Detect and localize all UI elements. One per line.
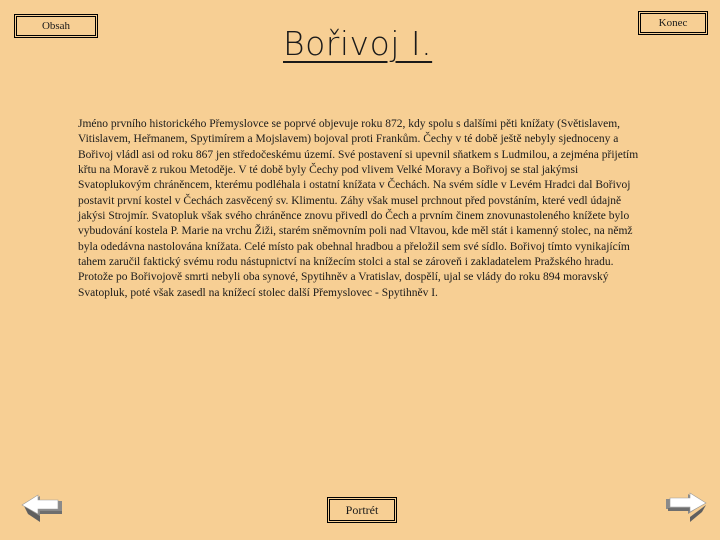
contents-button-label: Obsah	[41, 20, 71, 32]
page-title: Bořivoj I.	[283, 24, 433, 63]
portrait-button[interactable]	[327, 497, 397, 523]
back-button[interactable]	[18, 492, 66, 528]
biography-text: Jméno prvního historického Přemyslovce se poprvé objevuje roku 872, kdy spolu s dalšími pěti knížaty (Světislavem, Vitislavem, Heřmanem, Spytimírem a Mojslavem) bojoval proti Frankům. Čechy v té době ještě nebyly sjednoceny a Bořivoj vládl asi od roku 867 jen středočeskému území. Své postavení si upevnil sňatkem s Ludmilou, a zejména přijetím křtu na Moravě z rukou Metoděje. V té době byly Čechy pod vlivem Velké Moravy a Bořivoj se stal jakýmsi Svatoplukovým chráněncem, kterému podléhala i ostatní knížata v Čechách. Na svém sídle v Levém Hradci dal Bořivoj postavit první kostel v Čechách zasvěcený sv. Klimentu. Záhy však musel prchnout před povstáním, které vedl údajně jakýsi Strojmír. Svatopluk však svého chráněnce znovu přivedl do Čech a prvním činem znovunastoleného knížete bylo vybudování kostela P. Marie na vrchu Žiži, starém sněmovním poli nad Vltavou, kde měl stát i kamenný stolec, na němž byla odedávna nastolována knížata. Celé místo pak obehnal hradbou a přeložil sem své sídlo. Bořivoj tímto vynikajícím tahem zaručil faktický svému rodu nástupnictví na knížecím stolci a stal se zároveň i zakladatelem Pražského hradu. Protože po Bořivojově smrti nebyli oba synové, Spytihněv a Vratislav, dospělí, ujal se vlády do roku 894 moravský Svatopluk, poté však zasedl na knížecí stolec další Přemyslovec - Spytihněv I.	[78, 118, 639, 299]
contents-button[interactable]	[14, 14, 98, 38]
end-button-label: Konec	[658, 17, 688, 29]
end-button[interactable]	[638, 11, 708, 35]
portrait-button-label: Portrét	[345, 502, 379, 517]
forward-button[interactable]	[662, 490, 710, 526]
arrow-left-icon	[18, 492, 66, 528]
arrow-right-icon	[662, 490, 710, 526]
